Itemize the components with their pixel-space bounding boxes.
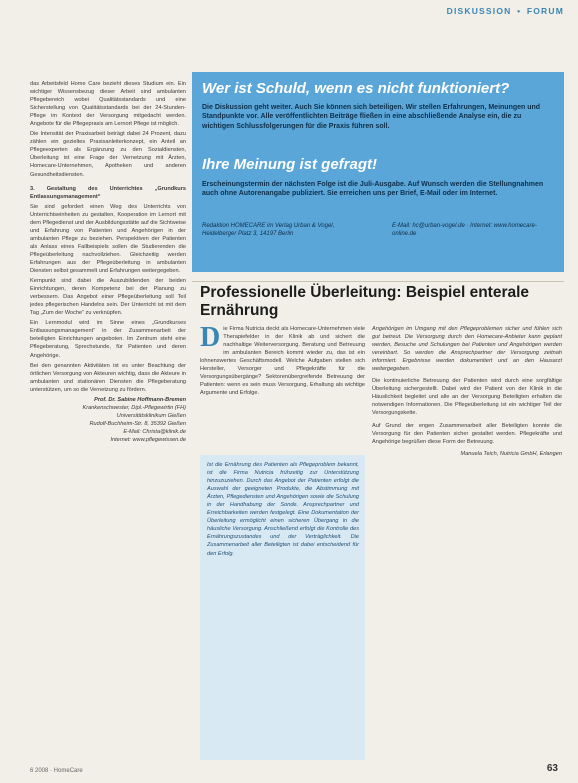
box-text-2: Erscheinungstermin der nächsten Folge ist die Juli-Ausgabe. Auf Wunsch werden die Stellungnahmen auch ohne Autorenangabe publiziert. Sie erreichen uns per Brief, E-Mail oder im Internet. [202, 181, 544, 198]
box-title: Wer ist Schuld, wenn es nicht funktioniert? [202, 80, 510, 97]
box-contact: E-Mail: hc@urban-vogel.de · Internet: www.homecare-online.de [392, 223, 537, 237]
section-heading: 3. Gestaltung des Unterrichtes „Grundkurs Entlassungsmanagement“ [30, 185, 186, 200]
article-intro [200, 322, 365, 397]
discussion-box [192, 72, 564, 272]
running-head-left: DISKUSSION [446, 6, 512, 16]
right-paragraph-1: Angehörigen im Umgang mit den Pflegeproblemen sicher und fühlen sich gut betreut. Die Versorgung durch den Homecare-Anbieter kann geplant werden, Besuche und Schulungen bei Patienten und Angehörigen werden vereinbart. So werden die Ansprechpartner der Versorgung zeitnah informiert. Ergebnisse werden dokumentiert und an den Hausarzt weitergegeben. [372, 326, 562, 373]
left-column [30, 80, 186, 444]
left-author-line: Internet: www.pflegewissen.de [110, 436, 186, 443]
left-author-line: E-Mail: Christa@klinik.de [123, 428, 186, 435]
box-title-2: Ihre Meinung ist gefragt! [202, 156, 378, 173]
left-paragraph-2: Die Intensität der Praxisarbeit beträgt dabei 24 Prozent, dazu zählen ein gezieltes Praxisanleiterkonzept, ein Anteil an Pflegeexperten als Ergänzung zu den Sozialdiensten, Überleitung ist eine Frage der Vernetzung mit Ärzten, Homecare-Unternehmen, Apotheken und anderen Gesundheitsdiensten. [30, 131, 186, 178]
left-author-block [30, 396, 186, 444]
left-paragraph-4: Kernpunkt sind dabei die Auszubildenden der beiden Einrichtungen, deren Kompetenz bei der Planung zu verbessern. Das Angebot einer Pflegeüberleitung soll Teil jedes pflegerischen Handelns sein. Der Unterricht ist mit dem Tag „Zum der Woche“ zu verknüpfen. [30, 278, 186, 317]
box-address: Redaktion HOMECARE im Verlag Urban & Vogel, Heidelberger Platz 3, 14197 Berlin [202, 223, 335, 237]
box-text: Die Diskussion geht weiter. Auch Sie können sich beteiligen. Wir stellen Erfahrungen, Meinungen und Standpunkte vor. Alle veröffentlichten Beiträge fließen in eine abschließende Analyse ein, die zu wichtigen Schlussfolgerungen für die Praxis führen soll. [202, 104, 541, 130]
running-head [447, 6, 564, 16]
divider [192, 281, 564, 282]
left-paragraph-6: Bei den genannten Aktivitäten ist es unter Beachtung der örtlichen Versorgung von Akteuren wichtig, dass die Akteure in ambulanten und stationären Diensten die Pflegeberatung unterstützen, um so die Vernetzung zu fördern. [30, 362, 186, 393]
running-head-separator: • [517, 6, 522, 16]
article-title: Professionelle Überleitung: Beispiel enterale Ernährung [200, 284, 530, 319]
left-author-line: Krankenschwester, Dipl.-Pflegewirtin (FH) [82, 404, 186, 411]
running-head-right: FORUM [526, 6, 564, 16]
footer-issue: 6 2008 · HomeCare [30, 768, 83, 774]
left-paragraph-3: Sie sind gefordert einen Weg des Unterrichts von Unterrichtseinheiten zu gestalten, Kooperation im Lernort mit dem Pflegedienst und der Ausbildungsstätte auf die Sichtweise und Erfahrung von Patienten und Angehörigen in der ambulanten Pflege zu beziehen. Perspektiven der Patienten als Anlass eines Fallbeispiels sollen die Studierenden die Pflegeüberleitung nachvollziehen. Gleichzeitig werden Erfahrungen aus der Pflegeüberleitung in ambulanten Diensten selbst gesammelt und Erfahrungen weitergegeben. [30, 203, 186, 275]
left-author-line: Rudolf-Buchheim-Str. 8, 35392 Gießen [89, 420, 186, 427]
right-column [372, 325, 562, 458]
article-callout [200, 455, 365, 760]
left-paragraph-1: das Arbeitsfeld Home Care bezieht dieses Studium ein. Ein wichtiger Wissensbezug dieser Arbeit sind ambulanten Pflegebereich wobei Qualitätsstandards und eine Sicherstellung von Qualitätsstandards bei der 24-Stunden-Pflege im Kontext der Versorgung mitgedacht werden. Angebote für die Pflegepraxis am Lernort Pflege ist möglich. [30, 81, 186, 128]
article-intro-text: ie Firma Nutricia deckt als Homecare-Unternehmen viele Therapiefelder in der Klinik ab und sichert die nachhaltige Weiterversorgung. Beratung und Betreuung im ambulanten Bereich kommt wieder zu, das ist ein lohnenswertes Geschäftsmodell. Welche Aufgaben stellen sich Hersteller, Versorger und Pflegekräfte für die Versorgungsübergänge? Sektorenübergreifende Betreuung der Patienten: wenn es sein muss Versorgung, Erhaltung als wichtige Argumente und Erfolge. [200, 326, 365, 397]
article-author: Manuela Teich, Nutricia GmbH, Erlangen [460, 450, 562, 457]
left-author-name: Prof. Dr. Sabine Hoffmann-Bremen [94, 396, 186, 403]
right-paragraph-3: Auf Grund der engen Zusammenarbeit aller Beteiligten konnte die Versorgung für den Patienten sicher gestaltet werden. Pflegekräfte und Angehörige begrüßen diese Form der Betreuung. [372, 422, 562, 445]
right-paragraph-2: Die kontinuierliche Betreuung der Patienten wird durch eine sorgfältige Überleitung sichergestellt. Dabei wird der Patient von der Klinik in die Häuslichkeit begleitet und alle an der Versorgung Beteiligten erhalten die notwendigen Informationen. Die Pflegeüberleitung ist ein wichtiger Teil der Versorgungskette. [372, 378, 562, 417]
callout-text: Ist die Ernährung des Patienten als Pflegeproblem bekannt, ist die Firma Nutricia frühzeitig zur Unterstützung hinzuzuziehen. Durch das Angebot der Patienten erfolgt die Auswahl der geeigneten Produkte, die Abstimmung mit Ärzten, Pflegediensten und Angehörigen sowie die Schulung in der Handhabung der Sonde. Ansprechpartner und Erreichbarkeiten werden festgelegt. Eine Dokumentation der Überleitung ermöglicht einen sicheren Übergang in die häusliche Versorgung. Anschließend erfolgt die Kontrolle des Ernährungszustandes und der Verträglichkeit. Die Zusammenarbeit aller Beteiligten ist dabei entscheidend für den Erfolg. [207, 462, 359, 557]
drop-cap: D [200, 322, 221, 353]
page-number: 63 [546, 763, 558, 774]
left-author-line: Universitätsklinikum Gießen [116, 412, 186, 419]
left-paragraph-5: Ein Lernmodul wird im Sinne eines „Grundkurses Entlassungsmanagement“ in der Zusammenarbeit der beteiligten Einrichtungen angeboten. Im Zentrum steht eine Pflegeberatung, Sprechstunde, für Patienten und deren Angehörige. [30, 320, 186, 359]
